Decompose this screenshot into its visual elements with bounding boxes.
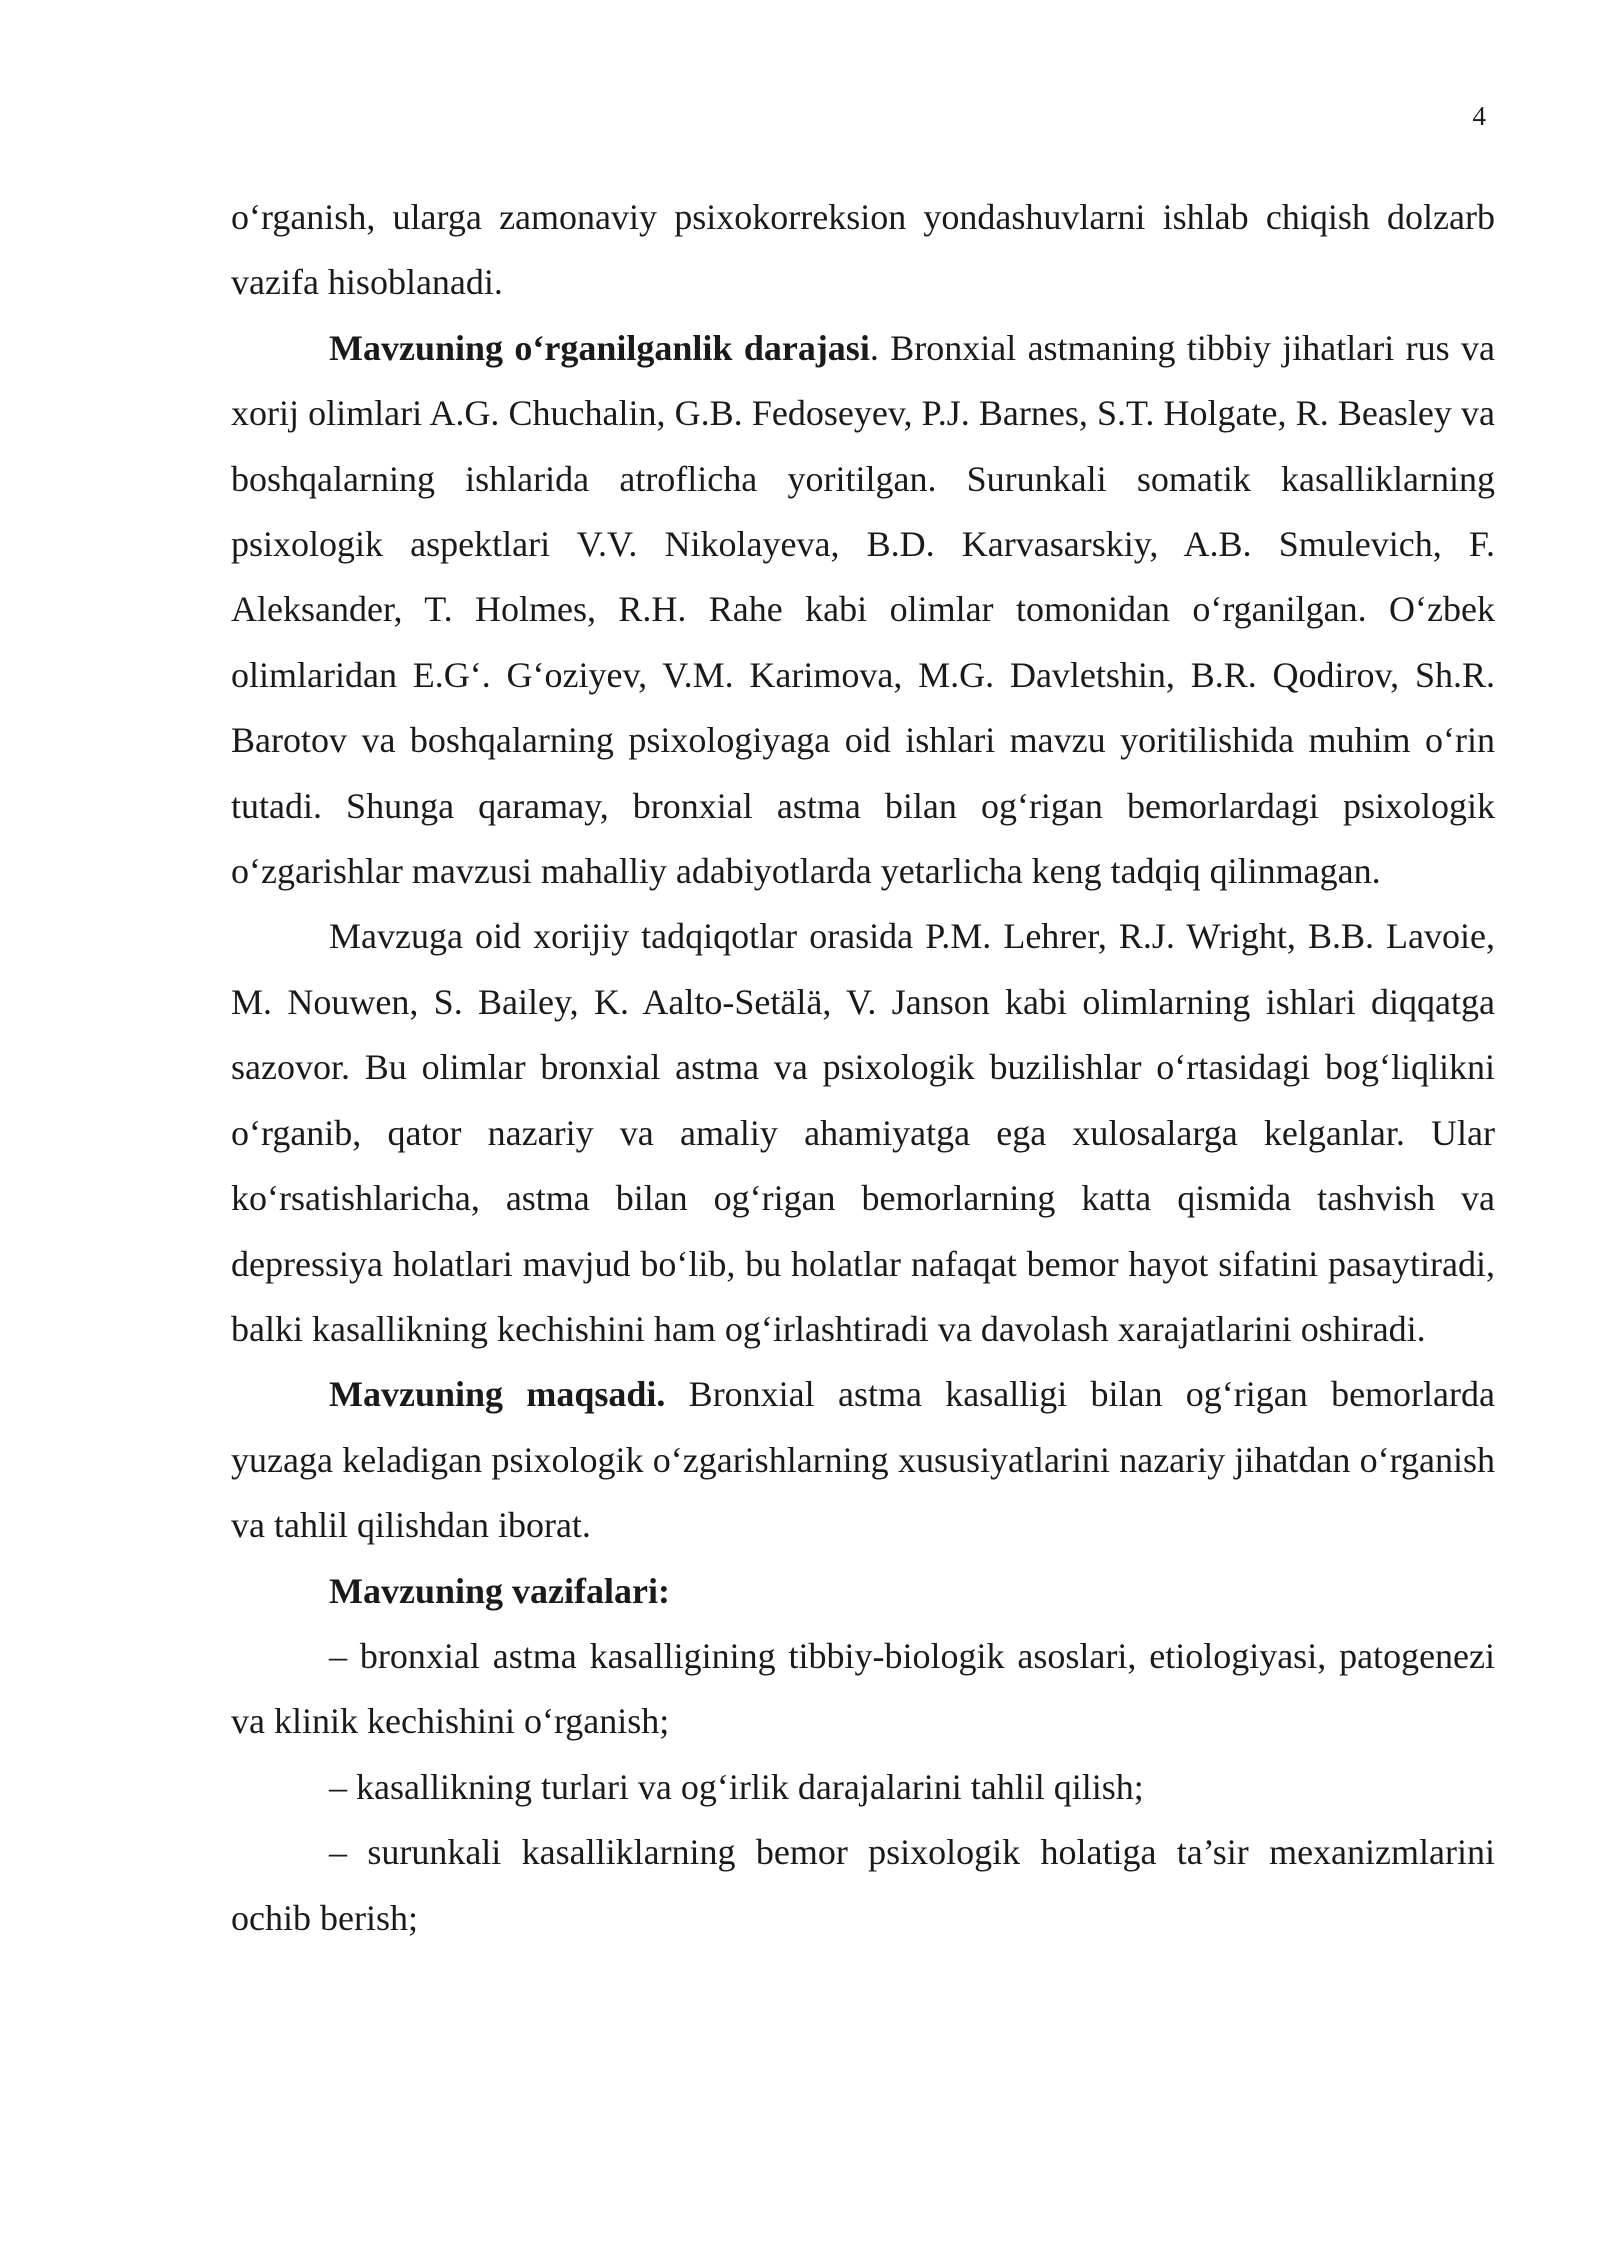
list-item-text: – kasallikning turlari va og‘irlik darajalarini tahlil qilish; [329, 1766, 1144, 1807]
document-body [231, 185, 1495, 1951]
list-item-text: – bronxial astma kasalligining tibbiy-biologik asoslari, etiologiyasi, patogenezi va klinik kechishini o‘rganish; [231, 1635, 1495, 1742]
list-item-task-2 [231, 1755, 1495, 1820]
section-heading-goal: Mavzuning maqsadi. [329, 1374, 666, 1415]
list-item-task-3 [231, 1820, 1495, 1951]
page-number: 4 [1472, 101, 1486, 131]
paragraph-text: . Bronxial astmaning tibbiy jihatlari rus va xorij olimlari A.G. Chuchalin, G.B. Fedoseyev, P.J. Barnes, S.T. Holgate, R. Beasley va boshqalarning ishlarida atroflicha yoritilgan. Surunkali somatik kasalliklarning psixologik aspektlari V.V. Nikolayeva, B.D. Karvasarskiy, A.B. Smulevich, F. Aleksander, T. Holmes, R.H. Rahe kabi olimlar tomonidan o‘rganilgan. O‘zbek olimlaridan E.G‘. G‘oziyev, V.M. Karimova, M.G. Davletshin, B.R. Qodirov, Sh.R. Barotov va boshqalarning psixologiyaga oid ishlari mavzu yoritilishida muhim o‘rin tutadi. Shunga qaramay, bronxial astma bilan og‘rigan bemorlardagi psixologik o‘zgarishlar mavzusi mahalliy adabiyotlarda yetarlicha keng tadqiq qilinmagan. [231, 327, 1495, 892]
section-heading-research-degree: Mavzuning o‘rganilganlik darajasi [329, 327, 870, 368]
paragraph-tasks-heading [231, 1559, 1495, 1624]
section-heading-tasks: Mavzuning vazifalari: [329, 1570, 670, 1611]
paragraph-foreign-research [231, 904, 1495, 1362]
paragraph-research-goal [231, 1362, 1495, 1558]
paragraph-research-degree [231, 316, 1495, 905]
paragraph-intro-continuation [231, 185, 1495, 316]
paragraph-text: o‘rganish, ularga zamonaviy psixokorreksion yondashuvlarni ishlab chiqish dolzarb vazifa hisoblanadi. [231, 197, 1495, 303]
list-item-task-1 [231, 1624, 1495, 1755]
paragraph-text: Bronxial astma kasalligi bilan og‘rigan bemorlarda yuzaga keladigan psixologik o‘zgarishlarning xususiyatlarini nazariy jihatdan o‘rganish va tahlil qilishdan iborat. [231, 1374, 1495, 1546]
list-item-text: – surunkali kasalliklarning bemor psixologik holatiga ta’sir mexanizmlarini ochib berish; [231, 1832, 1495, 1938]
paragraph-text: Mavzuga oid xorijiy tadqiqotlar orasida P.M. Lehrer, R.J. Wright, B.B. Lavoie, M. Nouwen, S. Bailey, K. Aalto-Setälä, V. Janson kabi olimlarning ishlari diqqatga sazovor. Bu olimlar bronxial astma va psixologik buzilishlar o‘rtasidagi bog‘liqlikni o‘rganib, qator nazariy va amaliy ahamiyatga ega xulosalarga kelganlar. Ular ko‘rsatishlaricha, astma bilan og‘rigan bemorlarning katta qismida tashvish va depressiya holatlari mavjud bo‘lib, bu holatlar nafaqat bemor hayot sifatini pasaytiradi, balki kasallikning kechishini ham og‘irlashtiradi va davolash xarajatlarini oshiradi. [231, 916, 1495, 1349]
